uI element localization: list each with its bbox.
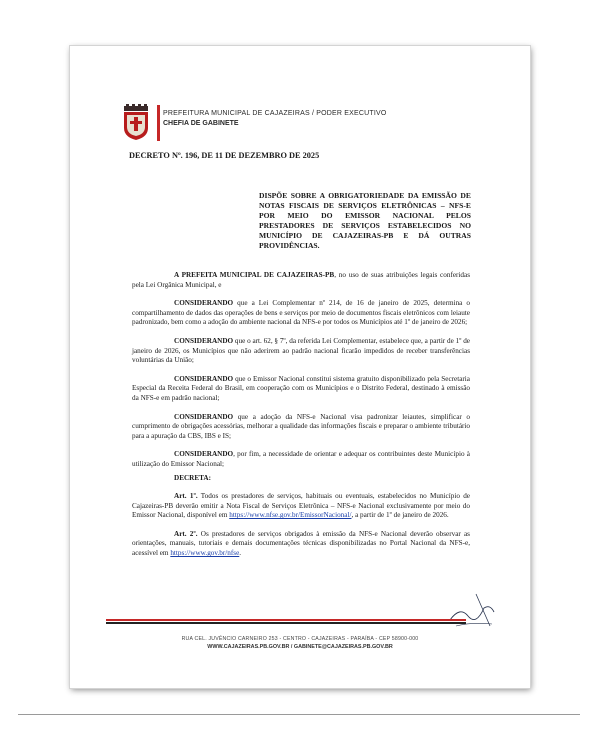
considerando-text: que a adoção da NFS-e Nacional visa padronizar leiautes, simplificar o cumprimento de obrigações acessórias, melhorar a qualidade das informações fiscais e preparar o ambiente tributário para a apuração da CBS, IBS e IS; xyxy=(132,412,470,440)
article-label: Art. 2º. xyxy=(174,529,198,538)
footer-red-rule xyxy=(106,619,466,621)
header-department: CHEFIA DE GABINETE xyxy=(163,120,239,127)
paragraph-considerando-1 xyxy=(132,299,470,328)
paragraph-considerando-4 xyxy=(132,413,470,442)
article-tail: . xyxy=(239,549,242,558)
considerando-text: que o art. 62, § 7º, da referida Lei Complementar, estabelece que, a partir de 1º de janeiro de 2026, os Municípios que não aderirem ao padrão nacional ficarão impedidos de receber transferências voluntárias da União; xyxy=(132,336,470,365)
header-institution: PREFEITURA MUNICIPAL DE CAJAZEIRAS / PODER EXECUTIVO xyxy=(163,110,387,117)
paragraph-preamble xyxy=(132,271,470,290)
considerando-label: CONSIDERANDO xyxy=(174,412,234,421)
header-accent-bar xyxy=(157,105,160,141)
decree-ementa: DISPÕE SOBRE A OBRIGATORIEDADE DA EMISSÃO DE NOTAS FISCAIS DE SERVIÇOS ELETRÔNICAS – NFS-E POR MEIO DO EMISSOR NACIONAL PELOS PRESTADORES DE SERVIÇOS ESTABELECIDOS NO MUNICÍPIO DE CAJAZEIRAS-PB E DÁ OUTRAS PROVIDÊNCIAS. xyxy=(259,191,471,250)
preamble-text: , no uso de suas atribuições legais conferidas pela Lei Orgânica Municipal, e xyxy=(132,271,470,289)
decree-title: DECRETO Nº. 196, DE 11 DE DEZEMBRO DE 2025 xyxy=(129,151,320,160)
considerando-label: CONSIDERANDO xyxy=(174,299,234,308)
decreta-heading xyxy=(132,474,470,484)
paragraph-considerando-5 xyxy=(132,450,470,469)
paragraph-considerando-2 xyxy=(132,337,470,366)
article-2 xyxy=(132,530,470,559)
footer-address: RUA CEL. JUVÊNCIO CARNEIRO 253 - CENTRO - CAJAZEIRAS - PARAÍBA - CEP 58900-000 xyxy=(181,636,419,642)
preamble-bold: A PREFEITA MUNICIPAL DE CAJAZEIRAS-PB xyxy=(174,271,335,279)
decree-body xyxy=(132,271,470,568)
article-tail: , a partir de 1º de janeiro de 2026. xyxy=(351,511,449,520)
paragraph-considerando-3 xyxy=(132,375,470,404)
considerando-text: que a Lei Complementar nº 214, de 16 de janeiro de 2025, determina o compartilhamento de dados das operações de bens e serviços por meio de documentos fiscais eletrônicos com leiaute padronizado, bem como a adoção do ambiente nacional da NFS-e por todos os Municípios até 1º de janeiro de 2026; xyxy=(132,299,470,327)
article-text: Os prestadores de serviços obrigados à emissão da NFS-e Nacional deverão observar as orientações, manuais, tutoriais e demais documentações técnicas disponibilizadas no Portal Nacional da NFS-e, acessível em xyxy=(132,529,470,558)
article-text: Todos os prestadores de serviços, habituais ou eventuais, estabelecidos no Município de Cajazeiras-PB deverão emitir a Nota Fiscal de Serviços Eletrônica – NFS-e Nacional exclusivamente por meio do Emissor Nacional, disponível em xyxy=(132,492,470,520)
footer-dark-rule xyxy=(106,622,466,624)
considerando-label: CONSIDERANDO xyxy=(174,336,234,345)
document-page xyxy=(70,46,530,688)
considerando-text: que o Emissor Nacional constitui sistema gratuito disponibilizado pela Secretaria Especial da Receita Federal do Brasil, em cooperação com os Municípios e o Distrito Federal, destinado à emissão da NFS-e em padrão nacional; xyxy=(132,374,470,402)
decreta-label: DECRETA: xyxy=(174,473,212,482)
considerando-text: , por fim, a necessidade de orientar e adequar os contribuintes deste Município à utilização do Emissor Nacional; xyxy=(132,450,470,468)
municipal-crest-logo xyxy=(121,104,151,140)
considerando-label: CONSIDERANDO xyxy=(174,374,234,383)
article-1 xyxy=(132,492,470,521)
viewer-divider xyxy=(18,714,580,715)
considerando-label: CONSIDERANDO xyxy=(174,450,234,459)
emissor-nacional-link[interactable]: https://www.nfse.gov.br/EmissorNacional/ xyxy=(229,511,352,520)
footer-website: WWW.CAJAZEIRAS.PB.GOV.BR / GABINETE@CAJAZEIRAS.PB.GOV.BR xyxy=(207,644,393,650)
nfse-portal-link[interactable]: https://www.gov.br/nfse xyxy=(170,549,240,558)
article-label: Art. 1º. xyxy=(174,492,198,501)
